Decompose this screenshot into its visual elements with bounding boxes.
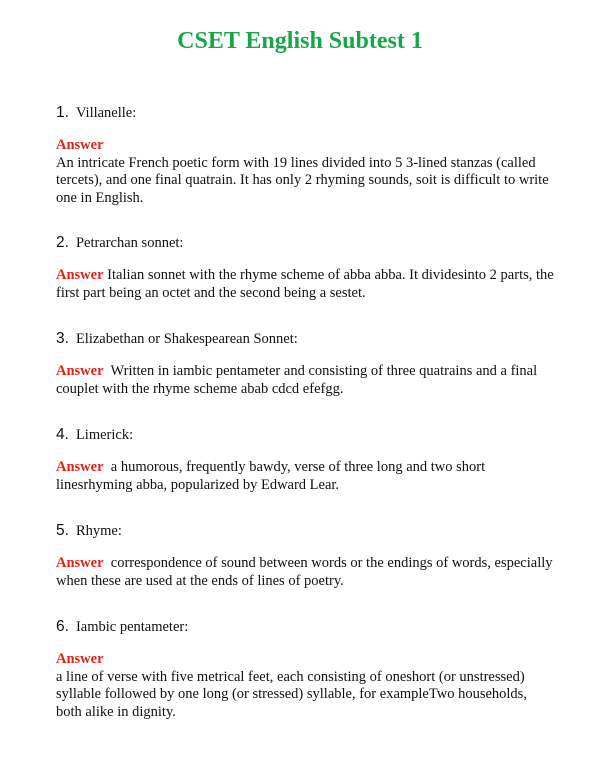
question-heading <box>56 234 556 252</box>
question-number: 5. <box>56 522 69 539</box>
question-number: 2. <box>56 234 69 251</box>
question-item <box>56 104 556 207</box>
answer-text: An intricate French poetic form with 19 lines divided into 5 3-lined stanzas (called tercets), and one final quatrain. It has only 2 rhyming sounds, soit is difficult to write one in English. <box>56 154 549 206</box>
question-term: Rhyme: <box>75 523 122 539</box>
question-term: Limerick: <box>75 427 134 443</box>
question-heading <box>56 330 556 348</box>
question-term: Villanelle: <box>75 105 137 121</box>
answer-block <box>56 363 556 398</box>
question-item <box>56 618 556 721</box>
question-heading <box>56 522 556 540</box>
answer-block <box>56 651 556 721</box>
answer-label: Answer <box>56 267 104 283</box>
answer-label: Answer <box>56 555 104 571</box>
answer-text: Italian sonnet with the rhyme scheme of abba abba. It dividesinto 2 parts, the first part being an octet and the second being a sestet. <box>56 267 554 301</box>
answer-label: Answer <box>56 459 104 475</box>
answer-block <box>56 555 556 590</box>
question-number: 6. <box>56 618 69 635</box>
question-term: Elizabethan or Shakespearean Sonnet: <box>75 331 298 347</box>
answer-text: a humorous, frequently bawdy, verse of three long and two short linesrhyming abba, popularized by Edward Lear. <box>56 459 486 493</box>
question-item <box>56 330 556 398</box>
page-title: CSET English Subtest 1 <box>177 28 423 54</box>
question-heading <box>56 426 556 444</box>
question-term: Iambic pentameter: <box>75 619 189 635</box>
answer-label: Answer <box>56 651 104 667</box>
question-heading <box>56 104 556 122</box>
answer-block <box>56 267 556 302</box>
answer-label: Answer <box>56 363 104 379</box>
question-item <box>56 522 556 590</box>
question-number: 1. <box>56 104 69 121</box>
question-number: 3. <box>56 330 69 347</box>
answer-text: a line of verse with five metrical feet, each consisting of oneshort (or unstressed) syllable followed by one long (or stressed) syllable, for exampleTwo households, both alike in dignity. <box>56 668 527 720</box>
answer-text: correspondence of sound between words or the endings of words, especially when these are used at the ends of lines of poetry. <box>56 555 553 589</box>
question-item <box>56 426 556 494</box>
answer-text: Written in iambic pentameter and consisting of three quatrains and a final couplet with the rhyme scheme abab cdcd efefgg. <box>56 363 538 397</box>
question-heading <box>56 618 556 636</box>
question-term: Petrarchan sonnet: <box>75 235 184 251</box>
question-number: 4. <box>56 426 69 443</box>
question-item <box>56 234 556 302</box>
answer-block <box>56 459 556 494</box>
answer-block <box>56 137 556 207</box>
answer-label: Answer <box>56 137 104 153</box>
